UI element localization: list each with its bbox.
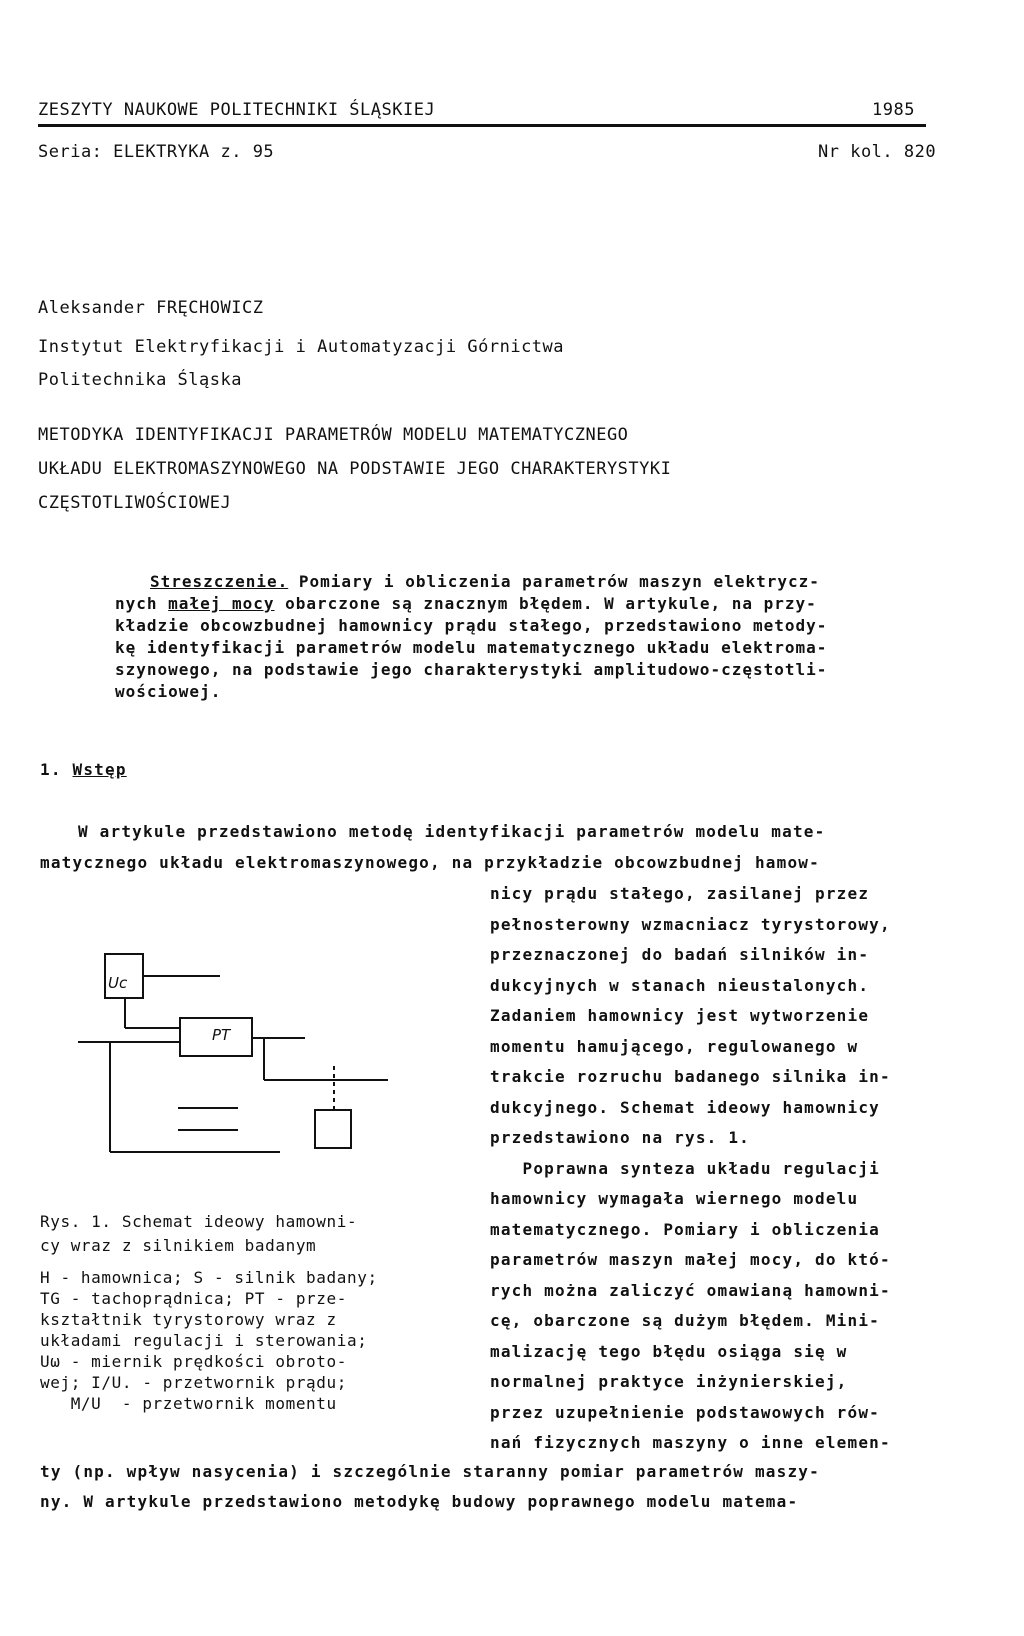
paper-title-line: UKŁADU ELEKTROMASZYNOWEGO NA PODSTAWIE JEGO CHARAKTERYSTYKI xyxy=(38,459,672,479)
caption-legend-line: Uω - miernik prędkości obroto- xyxy=(40,1352,347,1371)
body-line: nań fizycznych maszyny o inne elemen- xyxy=(490,1433,891,1452)
abstract-line: kładzie obcowzbudnej hamownicy prądu stałego, przedstawiono metody- xyxy=(115,616,828,635)
abstract-text: Pomiary i obliczenia parametrów maszyn elektrycz- xyxy=(288,572,820,591)
body-line: cę, obarczone są dużym błędem. Mini- xyxy=(490,1311,880,1330)
abstract-underlined: małej mocy xyxy=(168,594,275,613)
abstract-line: wościowej. xyxy=(115,682,222,701)
body-line: trakcie rozruchu badanego silnika in- xyxy=(490,1067,891,1086)
journal-title: ZESZYTY NAUKOWE POLITECHNIKI ŚLĄSKIEJ xyxy=(38,100,436,120)
abstract-line: kę identyfikacji parametrów modelu matematycznego układu elektroma- xyxy=(115,638,828,657)
body-line: przez uzupełnienie podstawowych rów- xyxy=(490,1403,880,1422)
journal-year: 1985 xyxy=(872,100,915,120)
caption-legend-line: TG - tachoprądnica; PT - prze- xyxy=(40,1289,347,1308)
caption-title-line: Rys. 1. Schemat ideowy hamowni- xyxy=(40,1212,358,1231)
body-line: Zadaniem hamownicy jest wytworzenie xyxy=(490,1006,870,1025)
author-university: Politechnika Śląska xyxy=(38,370,242,390)
uc-label: Uc xyxy=(108,974,128,992)
body-line: przedstawiono na rys. 1. xyxy=(490,1128,750,1147)
paper-title-line: METODYKA IDENTYFIKACJI PARAMETRÓW MODELU MATEMATYCZNEGO xyxy=(38,425,629,445)
body-line: ty (np. wpływ nasycenia) i szczególnie staranny pomiar parametrów maszy- xyxy=(40,1462,820,1481)
body-line: hamownicy wymagała wiernego modelu xyxy=(490,1189,859,1208)
caption-legend-line: wej; I/U. - przetwornik prądu; xyxy=(40,1373,347,1392)
meter-box xyxy=(315,1110,351,1148)
body-line: rych można zaliczyć omawianą hamowni- xyxy=(490,1281,891,1300)
section-number: 1. xyxy=(40,760,62,779)
caption-title-line: cy wraz z silnikiem badanym xyxy=(40,1236,317,1255)
author-institute: Instytut Elektryfikacji i Automatyzacji Górnictwa xyxy=(38,337,565,357)
abstract-line xyxy=(115,594,817,613)
abstract-text: nych xyxy=(115,594,169,613)
body-line: momentu hamującego, regulowanego w xyxy=(490,1037,859,1056)
issue-number: Nr kol. 820 xyxy=(818,142,937,162)
abstract-line: szynowego, na podstawie jego charakterystyki amplitudowo-częstotli- xyxy=(115,660,828,679)
caption-legend-line: układami regulacji i sterowania; xyxy=(40,1331,368,1350)
body-line: dukcyjnych w stanach nieustalonych. xyxy=(490,976,870,995)
body-line: normalnej praktyce inżynierskiej, xyxy=(490,1372,848,1391)
figure-schematic xyxy=(70,940,400,1165)
series-info: Seria: ELEKTRYKA z. 95 xyxy=(38,142,275,162)
body-line: przeznaczonej do badań silników in- xyxy=(490,945,870,964)
body-line: W artykule przedstawiono metodę identyfikacji parametrów modelu mate- xyxy=(78,822,826,841)
caption-legend-line: kształtnik tyrystorowy wraz z xyxy=(40,1310,337,1329)
body-line: parametrów maszyn małej mocy, do któ- xyxy=(490,1250,891,1269)
pt-label: PT xyxy=(212,1026,231,1044)
header-rule xyxy=(38,124,926,127)
body-line: dukcyjnego. Schemat ideowy hamownicy xyxy=(490,1098,880,1117)
body-line: matematycznego. Pomiary i obliczenia xyxy=(490,1220,880,1239)
body-line: ny. W artykule przedstawiono metodykę budowy poprawnego modelu matema- xyxy=(40,1492,799,1511)
caption-legend-line: M/U - przetwornik momentu xyxy=(40,1394,337,1413)
abstract-text: obarczone są znacznym błędem. W artykule, na przy- xyxy=(274,594,817,613)
body-line: malizację tego błędu osiąga się w xyxy=(490,1342,848,1361)
paper-title-line: CZĘSTOTLIWOŚCIOWEJ xyxy=(38,493,232,513)
body-line: nicy prądu stałego, zasilanej przez xyxy=(490,884,870,903)
abstract-line xyxy=(150,572,820,591)
section-heading xyxy=(40,760,127,779)
body-line: pełnosterowny wzmacniacz tyrystorowy, xyxy=(490,915,891,934)
caption-legend-line: H - hamownica; S - silnik badany; xyxy=(40,1268,378,1287)
abstract-label: Streszczenie. xyxy=(150,572,289,591)
section-title: Wstęp xyxy=(72,760,127,779)
body-line: Poprawna synteza układu regulacji xyxy=(490,1159,880,1178)
body-line: matycznego układu elektromaszynowego, na przykładzie obcowzbudnej hamow- xyxy=(40,853,820,872)
author-name: Aleksander FRĘCHOWICZ xyxy=(38,298,264,318)
